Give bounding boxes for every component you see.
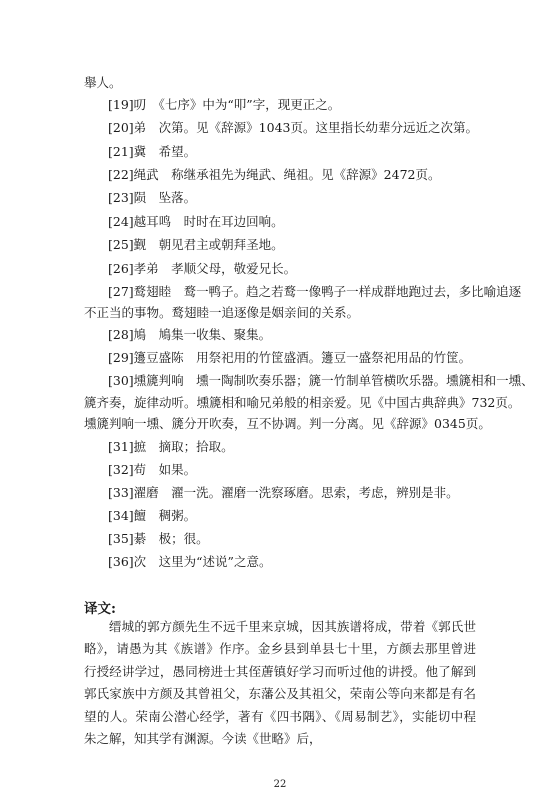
note-19: [19]叨 《七序》中为“叩”字，现更正之。 [108, 97, 341, 112]
note-30: [30]壎篪判响 壎一陶制吹奏乐器；篪一竹制单管横吹乐器。壎篪相和一壎、 [108, 373, 534, 388]
note-23: [23]陨 坠落。 [108, 190, 197, 205]
note-33: [33]濯磨 濯一洗。濯磨一洗察琢磨。思索，考虑，辨别是非。 [108, 485, 459, 500]
note-31: [31]摭 摘取；拾取。 [108, 439, 234, 454]
note-22: [22]绳武 称继承祖先为绳武、绳祖。见《辞源》2472页。 [108, 167, 441, 182]
page-number: 22 [273, 779, 287, 790]
note-29: [29]籩豆盛陈 用祭祀用的竹筐盛酒。籩豆一盛祭祀用品的竹筐。 [108, 350, 472, 365]
note-30-continuation-1: 篪齐奏，旋律动听。壎篪相和喻兄弟般的相亲爱。见《中国古典辞典》732页。 [84, 395, 521, 410]
translation-paragraph: 缙城的郭方颜先生不远千里来京城，因其族谱将成，带着《郭氏世略》，请愚为其《族谱》作序。金乡县到单县七十里，方颜去那里曾进行授经讲学过，愚同榜进士其侄蓎镇好学习而听过他的讲授。他了解到郭氏家族中方颜及其曾祖父，东藩公及其祖父，荣南公等向来都是有名望的人。荣南公潜心经学，著有《四书隅》、《周易制艺》，实能切中程朱之解，知其学有渊源。今读《世略》后， [84, 619, 476, 747]
note-25: [25]觐 朝见君主或朝拜圣地。 [108, 237, 284, 252]
note-30-continuation-2: 壎篪判响一壎、篪分开吹奏，互不协调。判一分离。见《辞源》0345页。 [84, 416, 491, 431]
note-26: [26]孝弟 孝顺父母，敬爱兄长。 [108, 261, 297, 276]
note-35: [35]綦 极；很。 [108, 531, 209, 546]
note-21: [21]冀 希望。 [108, 144, 197, 159]
note-36: [36]次 这里为“述说”之意。 [108, 554, 272, 569]
note-27: [27]鹜翅睦 鹜一鸭子。趋之若鹜一像鸭子一样成群地跑过去，多比喻追逐 [108, 284, 522, 299]
note-32: [32]苟 如果。 [108, 462, 197, 477]
note-34: [34]饘 稠粥。 [108, 508, 197, 523]
note-27-continuation: 不正当的事物。鹜翅睦一追逐像是姻亲间的关系。 [84, 305, 360, 320]
translation-heading: 译文: [84, 601, 116, 617]
continuation-line: 舉人。 [84, 75, 122, 90]
note-20: [20]弟 次第。见《辞源》1043页。这里指长幼辈分远近之次第。 [108, 120, 478, 135]
note-28: [28]鳩 鳩集一收集、聚集。 [108, 327, 272, 342]
note-24: [24]越耳鸣 时时在耳边回响。 [108, 214, 284, 229]
